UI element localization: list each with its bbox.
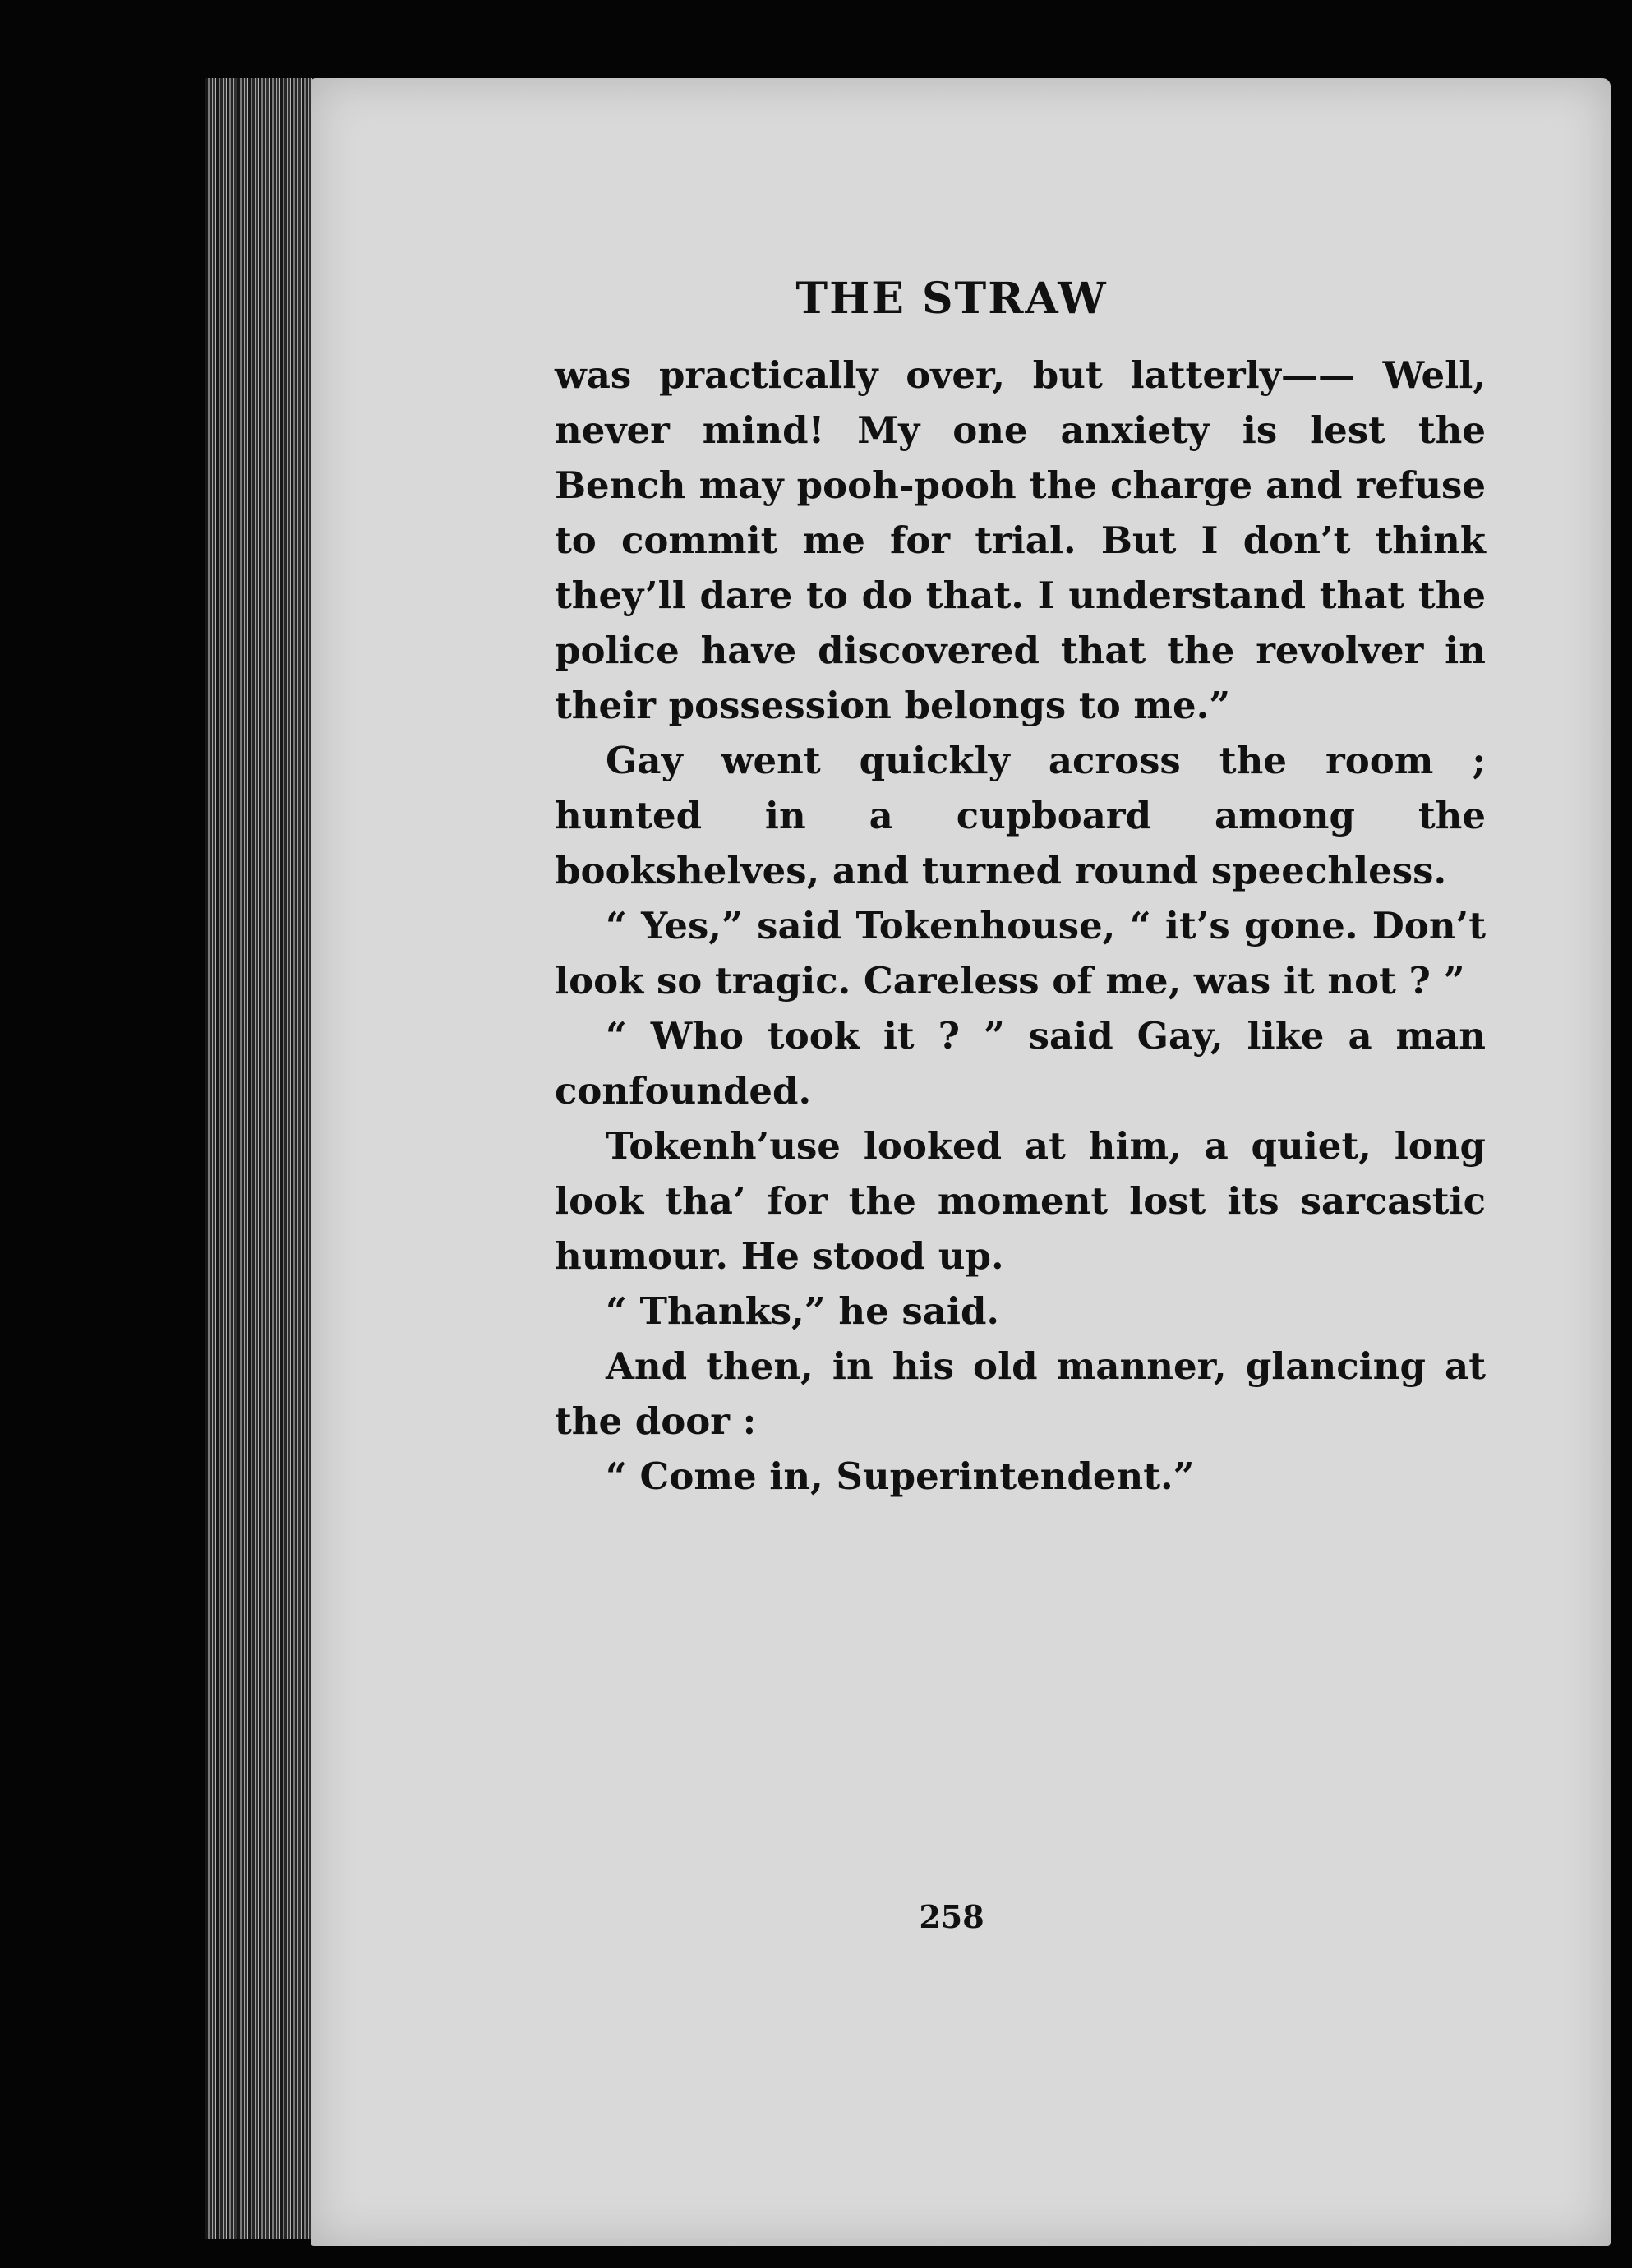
body-text (555, 348, 1486, 1504)
book-page (311, 78, 1611, 2246)
paragraph: And then, in his old manner, glancing at the door : (555, 1344, 1486, 1443)
paragraph: “ Come in, Superintendent.” (606, 1454, 1195, 1498)
page-edges (205, 78, 316, 2239)
paragraph: “ Who took it ? ” said Gay, like a man confounded. (555, 1014, 1486, 1113)
running-head: THE STRAW (795, 274, 1108, 324)
paragraph: “ Thanks,” he said. (606, 1289, 1000, 1333)
paragraph: Gay went quickly across the room ; hunted in a cupboard among the bookshelves, and turned round speechless. (555, 739, 1486, 892)
page-number: 258 (919, 1898, 984, 1935)
paragraph: was practically over, but latterly—— Well, never mind! My one anxiety is lest the Bench may pooh-pooh the charge and refuse to commit me for trial. But I don’t think they’ll dare to do that. I understand that the police have discovered that the revolver in their possession belongs to me.” (555, 353, 1486, 727)
paragraph: Tokenh’use looked at him, a quiet, long look tha’ for the moment lost its sarcastic humour. He stood up. (555, 1124, 1486, 1278)
paragraph: “ Yes,” said Tokenhouse, “ it’s gone. Don’t look so tragic. Careless of me, was it not ? ” (555, 904, 1486, 1003)
